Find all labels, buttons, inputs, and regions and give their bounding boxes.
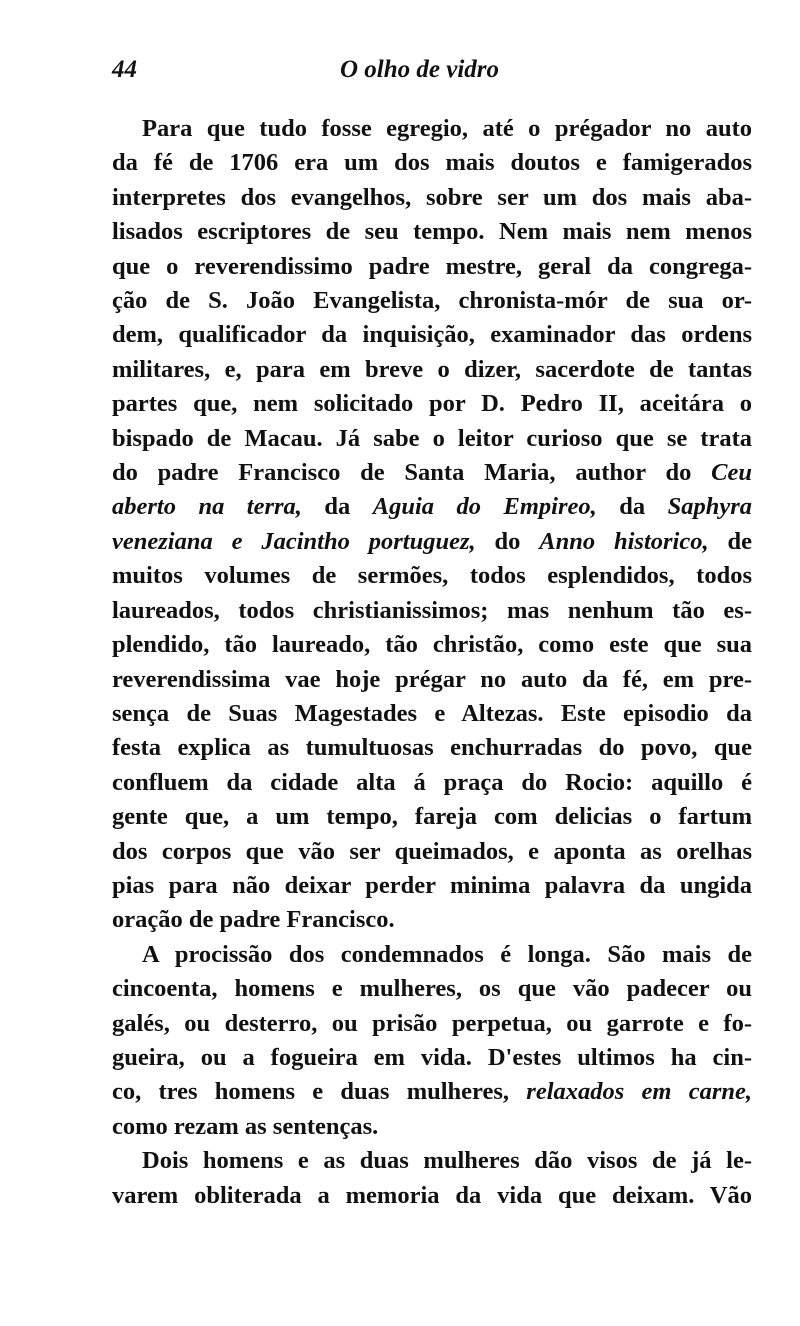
text-line: co, tres homens e duas mulheres, relaxados em carne,	[112, 1078, 752, 1106]
italic-title: Aguia do Empireo,	[372, 493, 597, 521]
text-line: dem, qualificador da inquisição, examinador das ordens	[112, 321, 752, 349]
text-line: festa explica as tumultuosas enchurradas do povo, que	[112, 734, 752, 762]
italic-title: aberto na terra,	[112, 493, 302, 521]
text-line: do padre Francisco de Santa Maria, author do Ceu	[112, 459, 752, 487]
text-line: aberto na terra, da Aguia do Empireo, da Saphyra	[112, 493, 752, 521]
text-line: partes que, nem solicitado por D. Pedro II, aceitára o	[112, 390, 752, 418]
text-line: interpretes dos evangelhos, sobre ser um dos mais aba-	[112, 183, 752, 211]
italic-title: Ceu	[711, 459, 752, 487]
text-line: bispado de Macau. Já sabe o leitor curioso que se trata	[112, 424, 752, 452]
text-line: laureados, todos christianissimos; mas nenhum tão es-	[112, 596, 752, 624]
body-text	[112, 112, 752, 1213]
running-title: O olho de vidro	[340, 56, 500, 83]
text-line: varem obliterada a memoria da vida que deixam. Vão	[112, 1181, 752, 1209]
text-line: ção de S. João Evangelista, chronista-mór de sua or-	[112, 287, 752, 315]
italic-title: relaxados em carne,	[526, 1078, 752, 1106]
italic-title: veneziana e Jacintho portuguez,	[112, 527, 476, 555]
text-line: militares, e, para em breve o dizer, sacerdote de tantas	[112, 355, 752, 383]
paragraph	[112, 112, 752, 938]
text-line: como rezam as sentenças.	[112, 1112, 379, 1140]
italic-title: Saphyra	[667, 493, 752, 521]
text-line: plendido, tão laureado, tão christão, como este que sua	[112, 631, 752, 659]
text-line: lisados escriptores de seu tempo. Nem mais nem menos	[112, 218, 752, 246]
text-line: oração de padre Francisco.	[112, 906, 395, 934]
text-line: A procissão dos condemnados é longa. São mais de	[142, 940, 752, 968]
text-line: galés, ou desterro, ou prisão perpetua, ou garrote e fo-	[112, 1009, 752, 1037]
text-line: muitos volumes de sermões, todos esplendidos, todos	[112, 562, 752, 590]
text-line: da fé de 1706 era um dos mais doutos e famigerados	[112, 149, 752, 177]
text-line: veneziana e Jacintho portuguez, do Anno historico, de	[112, 527, 752, 555]
text-line: gueira, ou a fogueira em vida. D'estes ultimos ha cin-	[112, 1043, 752, 1071]
text-line: dos corpos que vão ser queimados, e aponta as orelhas	[112, 837, 752, 865]
text-line: Para que tudo fosse egregio, até o prégador no auto	[142, 115, 752, 142]
text-line: confluem da cidade alta á praça do Rocio: aquillo é	[112, 768, 752, 796]
text-line: que o reverendissimo padre mestre, geral da congrega-	[112, 252, 752, 280]
text-line: Dois homens e as duas mulheres dão visos de já le-	[142, 1147, 752, 1175]
text-line: sença de Suas Magestades e Altezas. Este episodio da	[112, 699, 752, 727]
text-line: cincoenta, homens e mulheres, os que vão padecer ou	[112, 975, 752, 1003]
text-line: gente que, a um tempo, fareja com delicias o fartum	[112, 803, 752, 831]
paragraph	[112, 1144, 752, 1213]
paragraph	[112, 938, 752, 1144]
text-line: pias para não deixar perder minima palavra da ungida	[112, 871, 752, 899]
page-number: 44	[112, 56, 137, 83]
text-line: reverendissima vae hoje prégar no auto da fé, em pre-	[112, 665, 752, 693]
italic-title: Anno historico,	[539, 527, 709, 555]
page-header	[112, 56, 752, 96]
